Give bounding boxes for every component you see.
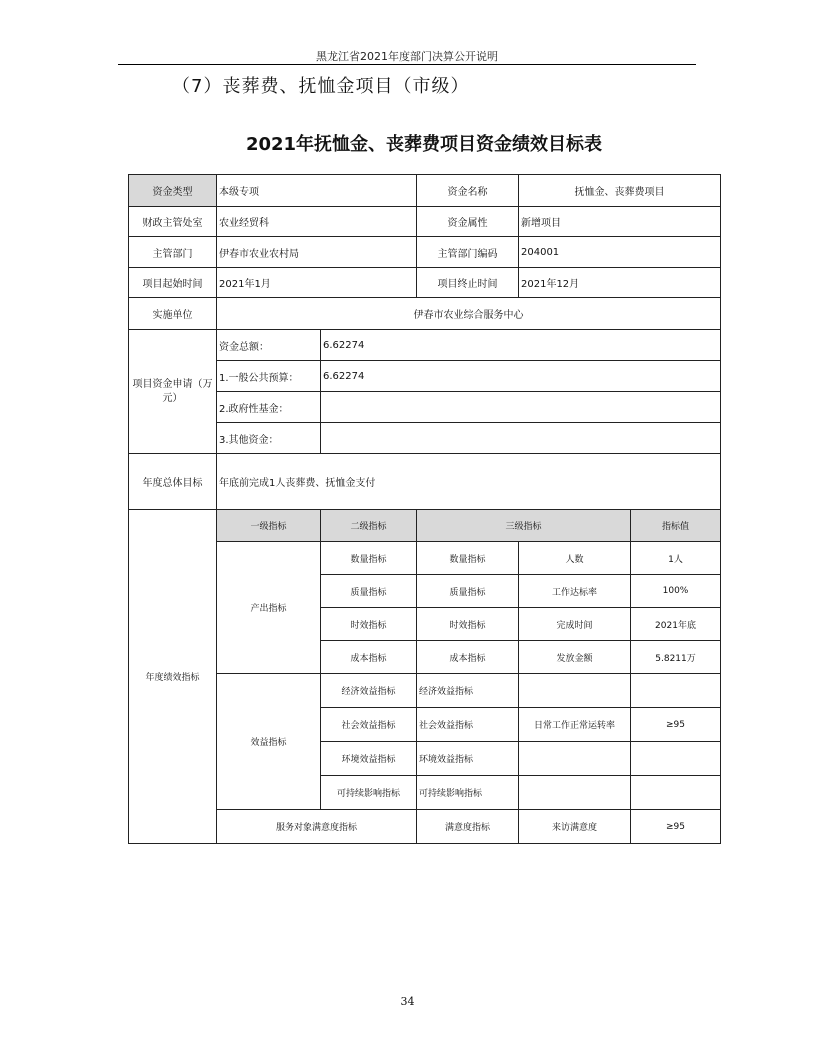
start-time-label: 项目起始时间 bbox=[129, 268, 217, 298]
dept-value: 伊春市农业农村局 bbox=[217, 237, 417, 268]
application-row-value bbox=[321, 392, 721, 423]
application-row-value: 6.62274 bbox=[321, 361, 721, 392]
indicator-value-cell: ≥95 bbox=[631, 810, 721, 844]
level3-detail-cell bbox=[519, 742, 631, 776]
level3-detail-cell bbox=[519, 776, 631, 810]
dept-code-label: 主管部门编码 bbox=[417, 237, 519, 268]
start-time-value: 2021年1月 bbox=[217, 268, 417, 298]
level2-cell: 可持续影响指标 bbox=[321, 776, 417, 810]
application-label: 项目资金申请（万元） bbox=[129, 330, 217, 454]
performance-goal-table bbox=[128, 174, 721, 844]
level3-cell: 社会效益指标 bbox=[417, 708, 519, 742]
level3-detail-cell: 工作达标率 bbox=[519, 575, 631, 608]
level2-cell: 环境效益指标 bbox=[321, 742, 417, 776]
level2-cell: 经济效益指标 bbox=[321, 674, 417, 708]
fund-attr-label: 资金属性 bbox=[417, 207, 519, 237]
level2-cell: 成本指标 bbox=[321, 641, 417, 674]
indicator-value-cell bbox=[631, 776, 721, 810]
page-number: 34 bbox=[400, 995, 415, 1008]
table-row bbox=[129, 674, 721, 708]
level3-detail-cell: 来访满意度 bbox=[519, 810, 631, 844]
dept-code-value: 204001 bbox=[519, 237, 721, 268]
annual-goal-label: 年度总体目标 bbox=[129, 454, 217, 510]
header-level2: 二级指标 bbox=[321, 510, 417, 542]
application-row-label: 1.一般公共预算： bbox=[217, 361, 321, 392]
level2-cell: 社会效益指标 bbox=[321, 708, 417, 742]
level3-cell: 经济效益指标 bbox=[417, 674, 519, 708]
level3-cell: 数量指标 bbox=[417, 542, 519, 575]
application-row-label: 2.政府性基金： bbox=[217, 392, 321, 423]
table-row bbox=[129, 175, 721, 207]
table-title: 2021年抚恤金、丧葬费项目资金绩效目标表 bbox=[245, 134, 603, 155]
header-level1: 一级指标 bbox=[217, 510, 321, 542]
table-row bbox=[129, 423, 721, 454]
finance-dept-value: 农业经贸科 bbox=[217, 207, 417, 237]
indicator-value-cell: ≥95 bbox=[631, 708, 721, 742]
level3-detail-cell: 完成时间 bbox=[519, 608, 631, 641]
end-time-value: 2021年12月 bbox=[519, 268, 721, 298]
table-row bbox=[129, 542, 721, 575]
table-row bbox=[129, 268, 721, 298]
dept-label: 主管部门 bbox=[129, 237, 217, 268]
table-row bbox=[129, 361, 721, 392]
header-rule bbox=[118, 64, 696, 65]
application-row-label: 3.其他资金： bbox=[217, 423, 321, 454]
table-row bbox=[129, 330, 721, 361]
fund-type-value: 本级专项 bbox=[217, 175, 417, 207]
implementing-unit-value: 伊春市农业综合服务中心 bbox=[217, 298, 721, 330]
table-row bbox=[129, 392, 721, 423]
indicator-value-cell: 5.8211万 bbox=[631, 641, 721, 674]
fund-type-label: 资金类型 bbox=[129, 175, 217, 207]
level3-detail-cell: 人数 bbox=[519, 542, 631, 575]
level2-cell: 时效指标 bbox=[321, 608, 417, 641]
indicator-value-cell bbox=[631, 742, 721, 776]
section-title: （7）丧葬费、抚恤金项目（市级） bbox=[172, 76, 470, 97]
level3-cell: 质量指标 bbox=[417, 575, 519, 608]
application-row-label: 资金总额： bbox=[217, 330, 321, 361]
finance-dept-label: 财政主管处室 bbox=[129, 207, 217, 237]
header-level3: 三级指标 bbox=[417, 510, 631, 542]
level3-cell: 环境效益指标 bbox=[417, 742, 519, 776]
level3-cell: 满意度指标 bbox=[417, 810, 519, 844]
application-row-value: 6.62274 bbox=[321, 330, 721, 361]
end-time-label: 项目终止时间 bbox=[417, 268, 519, 298]
running-header: 黑龙江省2021年度部门决算公开说明 bbox=[316, 50, 498, 63]
indicator-value-cell: 100% bbox=[631, 575, 721, 608]
annual-goal-value: 年底前完成1人丧葬费、抚恤金支付 bbox=[217, 454, 721, 510]
header-value: 指标值 bbox=[631, 510, 721, 542]
level3-cell: 可持续影响指标 bbox=[417, 776, 519, 810]
level2-cell: 数量指标 bbox=[321, 542, 417, 575]
satisfaction-indicator-label: 服务对象满意度指标 bbox=[217, 810, 417, 844]
indicators-label: 年度绩效指标 bbox=[129, 510, 217, 844]
table-row bbox=[129, 237, 721, 268]
table-row bbox=[129, 510, 721, 542]
fund-name-value: 抚恤金、丧葬费项目 bbox=[519, 175, 721, 207]
fund-attr-value: 新增项目 bbox=[519, 207, 721, 237]
output-indicator-label: 产出指标 bbox=[217, 542, 321, 674]
indicator-value-cell: 1人 bbox=[631, 542, 721, 575]
fund-name-label: 资金名称 bbox=[417, 175, 519, 207]
level3-detail-cell: 发放金额 bbox=[519, 641, 631, 674]
level2-cell: 质量指标 bbox=[321, 575, 417, 608]
table-row bbox=[129, 298, 721, 330]
implementing-unit-label: 实施单位 bbox=[129, 298, 217, 330]
table-row bbox=[129, 810, 721, 844]
table-row bbox=[129, 207, 721, 237]
table-row bbox=[129, 454, 721, 510]
effect-indicator-label: 效益指标 bbox=[217, 674, 321, 810]
level3-detail-cell: 日常工作正常运转率 bbox=[519, 708, 631, 742]
application-row-value bbox=[321, 423, 721, 454]
level3-cell: 时效指标 bbox=[417, 608, 519, 641]
indicator-value-cell bbox=[631, 674, 721, 708]
level3-cell: 成本指标 bbox=[417, 641, 519, 674]
level3-detail-cell bbox=[519, 674, 631, 708]
indicator-value-cell: 2021年底 bbox=[631, 608, 721, 641]
